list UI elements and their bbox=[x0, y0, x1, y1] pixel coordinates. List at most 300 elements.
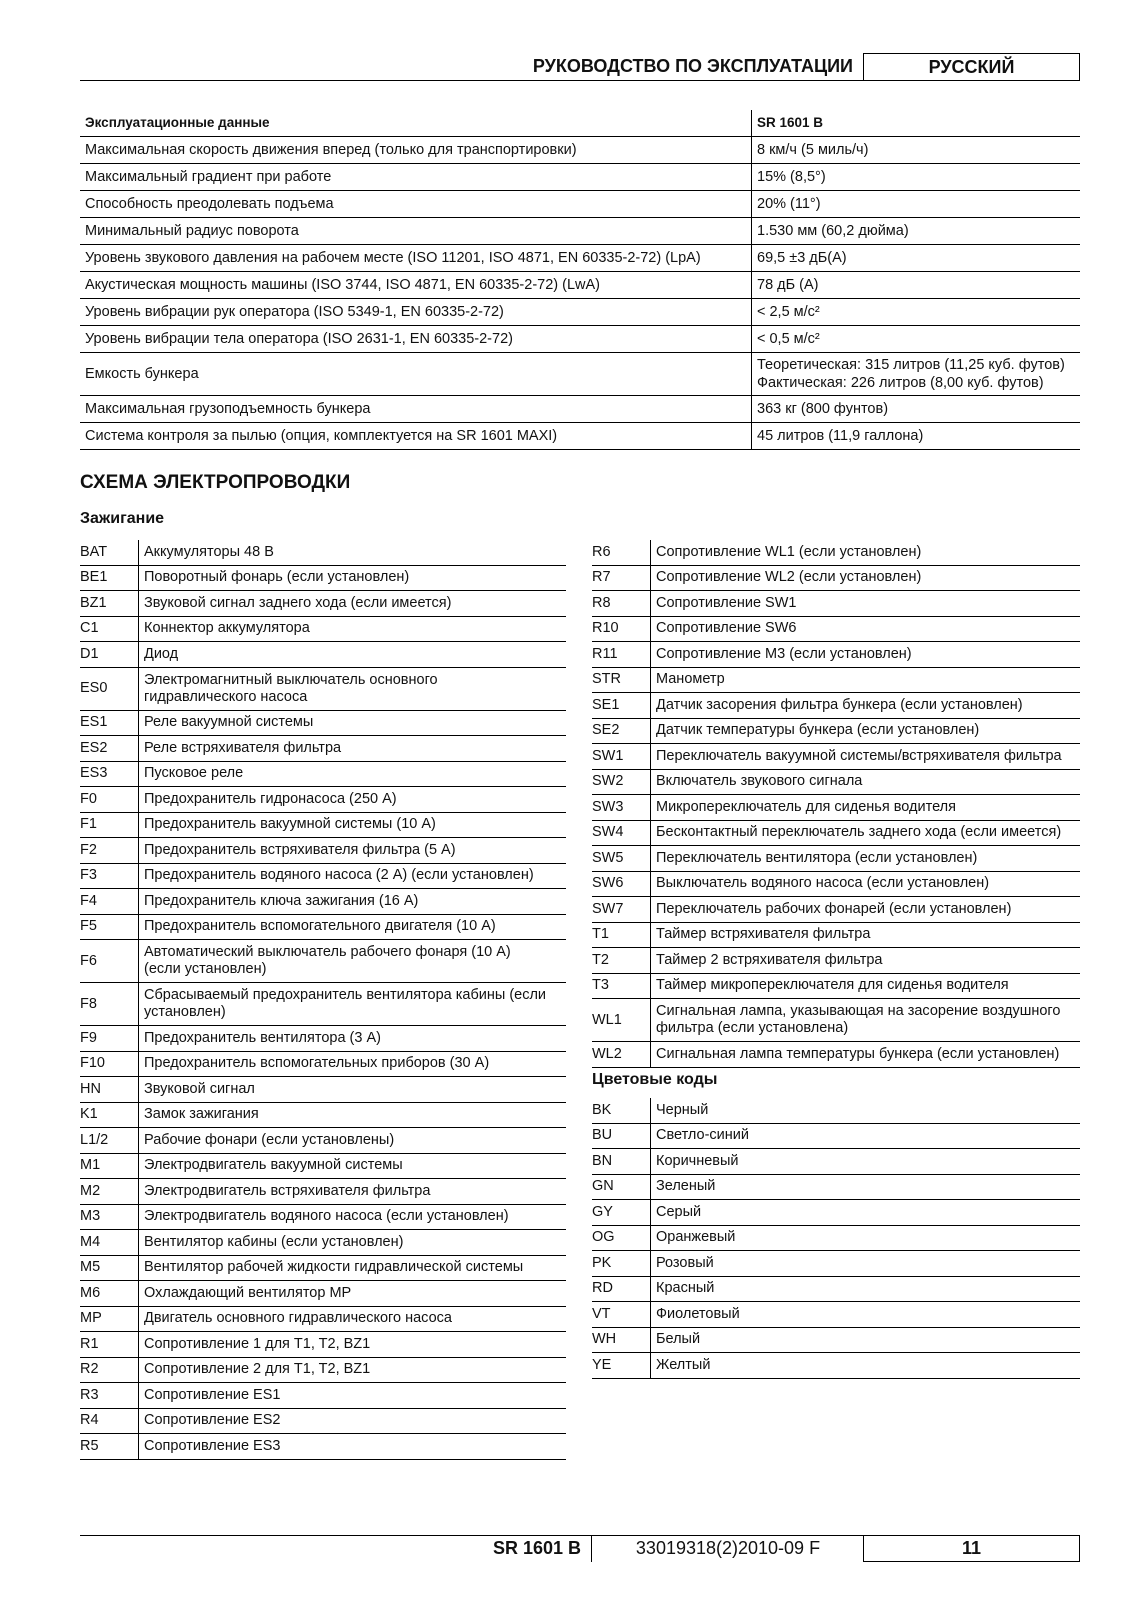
item-description-text: Охлаждающий вентилятор MP bbox=[144, 1284, 352, 1301]
item-code: SW3 bbox=[592, 795, 651, 821]
item-description-text: Рабочие фонари (если установлены) bbox=[144, 1131, 395, 1148]
color-code-row bbox=[592, 1098, 1080, 1123]
item-description bbox=[651, 1098, 1081, 1123]
component-row bbox=[80, 736, 566, 762]
item-code: F10 bbox=[80, 1051, 139, 1077]
component-row bbox=[80, 1204, 566, 1230]
component-row bbox=[592, 999, 1080, 1042]
item-description bbox=[139, 1026, 567, 1052]
component-row bbox=[80, 1306, 566, 1332]
item-description-text: Таймер 2 встряхивателя фильтра bbox=[656, 951, 883, 968]
item-description-text-2: гидравлического насоса bbox=[144, 688, 308, 705]
color-code-row bbox=[592, 1200, 1080, 1226]
item-description-text: Сопротивление ES1 bbox=[144, 1386, 281, 1403]
spec-value bbox=[752, 272, 1081, 299]
item-description bbox=[139, 863, 567, 889]
item-description-text: Зеленый bbox=[656, 1178, 716, 1195]
item-description bbox=[651, 820, 1081, 846]
item-description bbox=[651, 1149, 1081, 1175]
item-description-text: Реле вакуумной системы bbox=[144, 714, 314, 731]
component-row bbox=[80, 940, 566, 983]
item-code: M5 bbox=[80, 1255, 139, 1281]
item-description bbox=[651, 540, 1081, 565]
spec-value-text: 1.530 мм (60,2 дюйма) bbox=[757, 223, 909, 239]
item-code: R6 bbox=[592, 540, 651, 565]
item-code: R5 bbox=[80, 1434, 139, 1460]
item-description-text: Переключатель вакуумной системы/встряхивателя фильтра bbox=[656, 747, 1062, 764]
item-description bbox=[651, 591, 1081, 617]
component-row bbox=[80, 1026, 566, 1052]
spec-value bbox=[752, 423, 1081, 450]
item-description bbox=[651, 667, 1081, 693]
spec-value bbox=[752, 164, 1081, 191]
spec-value-text: < 2,5 м/с² bbox=[757, 304, 820, 320]
item-code: SW7 bbox=[592, 897, 651, 923]
component-row bbox=[592, 795, 1080, 821]
item-description-text: Светло-синий bbox=[656, 1127, 749, 1144]
component-row bbox=[80, 983, 566, 1026]
item-description-text: Предохранитель встряхивателя фильтра (5 А) bbox=[144, 841, 456, 858]
item-code: ES1 bbox=[80, 710, 139, 736]
item-code: HN bbox=[80, 1077, 139, 1103]
item-code: R8 bbox=[592, 591, 651, 617]
item-description-text: Предохранитель вспомогательных приборов (30 А) bbox=[144, 1055, 490, 1072]
spec-label: Минимальный радиус поворота bbox=[80, 218, 752, 245]
spec-label: Уровень вибрации рук оператора (ISO 5349-1, EN 60335-2-72) bbox=[80, 299, 752, 326]
spec-label: Способность преодолевать подъема bbox=[80, 191, 752, 218]
item-description-text: Электродвигатель водяного насоса (если установлен) bbox=[144, 1208, 509, 1225]
item-code: F9 bbox=[80, 1026, 139, 1052]
item-description-text: Датчик температуры бункера (если установлен) bbox=[656, 722, 980, 739]
item-description bbox=[139, 940, 567, 983]
item-description bbox=[139, 1383, 567, 1409]
spec-value-text: Теоретическая: 315 литров (11,25 куб. футов) bbox=[757, 357, 1065, 373]
item-description bbox=[651, 693, 1081, 719]
item-code: R1 bbox=[80, 1332, 139, 1358]
wiring-diagram-title: СХЕМА ЭЛЕКТРОПРОВОДКИ bbox=[80, 472, 351, 493]
item-description-text: Сбрасываемый предохранитель вентилятора кабины (если bbox=[144, 987, 547, 1003]
item-description-text: Предохранитель вентилятора (3 А) bbox=[144, 1029, 381, 1046]
spec-value bbox=[752, 326, 1081, 353]
item-description bbox=[651, 795, 1081, 821]
component-row bbox=[80, 1383, 566, 1409]
component-row bbox=[80, 1332, 566, 1358]
component-row bbox=[592, 591, 1080, 617]
item-description-text: Микропереключатель для сиденья водителя bbox=[656, 798, 956, 815]
item-code: F3 bbox=[80, 863, 139, 889]
item-description-text: Сигнальная лампа, указывающая на засорение воздушного bbox=[656, 1003, 1061, 1019]
item-description-text: Сопротивление SW1 bbox=[656, 594, 797, 611]
item-description bbox=[651, 973, 1081, 999]
item-description bbox=[139, 812, 567, 838]
item-code: STR bbox=[592, 667, 651, 693]
item-description-text: Сопротивление WL1 (если установлен) bbox=[656, 543, 922, 560]
item-description bbox=[651, 846, 1081, 872]
item-description bbox=[651, 565, 1081, 591]
item-description bbox=[139, 838, 567, 864]
item-description bbox=[651, 616, 1081, 642]
item-description bbox=[139, 667, 567, 710]
header-rule bbox=[80, 80, 1080, 81]
item-description-text: Включатель звукового сигнала bbox=[656, 773, 863, 790]
spec-label: Система контроля за пылью (опция, комплектуется на SR 1601 MAXI) bbox=[80, 423, 752, 450]
color-code-row bbox=[592, 1302, 1080, 1328]
item-description bbox=[139, 1434, 567, 1460]
item-description bbox=[139, 565, 567, 591]
item-code: R10 bbox=[592, 616, 651, 642]
item-description bbox=[139, 1204, 567, 1230]
color-code-row bbox=[592, 1251, 1080, 1277]
item-code: D1 bbox=[80, 642, 139, 668]
item-code: BAT bbox=[80, 540, 139, 565]
item-description-text: Предохранитель гидронасоса (250 А) bbox=[144, 790, 397, 807]
item-code: R3 bbox=[80, 1383, 139, 1409]
spec-row bbox=[80, 396, 1080, 423]
item-description-text: Вентилятор кабины (если установлен) bbox=[144, 1233, 404, 1250]
spec-row bbox=[80, 423, 1080, 450]
spec-value-text: 15% (8,5°) bbox=[757, 169, 826, 185]
component-row bbox=[80, 591, 566, 617]
item-code: M6 bbox=[80, 1281, 139, 1307]
item-description bbox=[139, 616, 567, 642]
item-description-text: Желтый bbox=[656, 1356, 711, 1373]
component-row bbox=[80, 787, 566, 813]
item-description-text: Пусковое реле bbox=[144, 765, 244, 782]
item-description bbox=[651, 922, 1081, 948]
item-description-text: Сопротивление ES2 bbox=[144, 1412, 281, 1429]
item-code: F6 bbox=[80, 940, 139, 983]
item-description-text: Сопротивление ES3 bbox=[144, 1437, 281, 1454]
spec-value-text: 69,5 ±3 дБ(A) bbox=[757, 250, 847, 266]
spec-value-text: 78 дБ (A) bbox=[757, 277, 819, 293]
item-description-text: Поворотный фонарь (если установлен) bbox=[144, 569, 410, 586]
item-description bbox=[139, 1408, 567, 1434]
item-description bbox=[651, 1302, 1081, 1328]
color-code-row bbox=[592, 1353, 1080, 1379]
component-row bbox=[80, 1179, 566, 1205]
spec-label: Уровень вибрации тела оператора (ISO 2631-1, EN 60335-2-72) bbox=[80, 326, 752, 353]
component-row bbox=[592, 922, 1080, 948]
item-description bbox=[651, 1174, 1081, 1200]
component-row bbox=[80, 616, 566, 642]
spec-row bbox=[80, 164, 1080, 191]
item-code: K1 bbox=[80, 1102, 139, 1128]
item-code: PK bbox=[592, 1251, 651, 1277]
item-code: BZ1 bbox=[80, 591, 139, 617]
item-description-text: Автоматический выключатель рабочего фонаря (10 А) bbox=[144, 944, 511, 960]
spec-col1-header: Эксплуатационные данные bbox=[80, 110, 752, 137]
spec-value bbox=[752, 353, 1081, 396]
item-code: M2 bbox=[80, 1179, 139, 1205]
item-description bbox=[139, 1306, 567, 1332]
footer-doc-code: 33019318(2)2010-09 F bbox=[635, 1538, 821, 1558]
item-description-text: Таймер встряхивателя фильтра bbox=[656, 926, 871, 943]
item-code: SE1 bbox=[592, 693, 651, 719]
component-row bbox=[80, 1051, 566, 1077]
component-row bbox=[80, 1128, 566, 1154]
color-code-row bbox=[592, 1327, 1080, 1353]
spec-label: Акустическая мощность машины (ISO 3744, ISO 4871, EN 60335-2-72) (LwA) bbox=[80, 272, 752, 299]
item-description bbox=[139, 1077, 567, 1103]
spec-value-text: 8 км/ч (5 миль/ч) bbox=[757, 142, 869, 158]
item-code: R2 bbox=[80, 1357, 139, 1383]
item-description bbox=[139, 889, 567, 915]
item-description bbox=[651, 744, 1081, 770]
component-row bbox=[80, 1153, 566, 1179]
manual-title: РУКОВОДСТВО ПО ЭКСПЛУАТАЦИИ bbox=[532, 56, 853, 76]
spec-value-text: 363 кг (800 фунтов) bbox=[757, 401, 889, 417]
item-code: WL1 bbox=[592, 999, 651, 1042]
component-row bbox=[80, 1281, 566, 1307]
item-description bbox=[139, 1051, 567, 1077]
item-code: ES0 bbox=[80, 667, 139, 710]
spec-row bbox=[80, 218, 1080, 245]
component-row bbox=[592, 871, 1080, 897]
spec-table bbox=[80, 110, 1080, 450]
component-row bbox=[592, 667, 1080, 693]
component-row bbox=[80, 540, 566, 565]
item-description-text-2: фильтра (если установлена) bbox=[656, 1020, 849, 1036]
component-row bbox=[80, 1255, 566, 1281]
component-row bbox=[592, 846, 1080, 872]
item-description bbox=[139, 914, 567, 940]
component-row bbox=[592, 948, 1080, 974]
item-description-text: Предохранитель вспомогательного двигателя (10 А) bbox=[144, 918, 496, 935]
item-code: RD bbox=[592, 1276, 651, 1302]
item-code: F5 bbox=[80, 914, 139, 940]
item-description-text: Белый bbox=[656, 1331, 701, 1348]
item-code: T2 bbox=[592, 948, 651, 974]
component-row bbox=[80, 838, 566, 864]
item-description-text: Сопротивление WL2 (если установлен) bbox=[656, 569, 922, 586]
item-description bbox=[139, 1357, 567, 1383]
item-description bbox=[139, 1255, 567, 1281]
item-code: F0 bbox=[80, 787, 139, 813]
item-code: WH bbox=[592, 1327, 651, 1353]
color-code-row bbox=[592, 1225, 1080, 1251]
item-description bbox=[651, 1353, 1081, 1379]
item-description-text: Электродвигатель вакуумной системы bbox=[144, 1157, 403, 1174]
component-row bbox=[80, 889, 566, 915]
spec-row bbox=[80, 326, 1080, 353]
component-row bbox=[80, 565, 566, 591]
item-code: SW5 bbox=[592, 846, 651, 872]
component-row bbox=[80, 1077, 566, 1103]
component-row bbox=[80, 667, 566, 710]
item-code: SW6 bbox=[592, 871, 651, 897]
item-description bbox=[651, 769, 1081, 795]
item-description-text: Сопротивление 2 для T1, T2, BZ1 bbox=[144, 1361, 371, 1378]
item-code: SW2 bbox=[592, 769, 651, 795]
item-description-text: Реле встряхивателя фильтра bbox=[144, 739, 342, 756]
footer-model: SR 1601 B bbox=[480, 1535, 592, 1562]
component-row bbox=[80, 761, 566, 787]
spec-label: Максимальная грузоподъемность бункера bbox=[80, 396, 752, 423]
item-code: SW1 bbox=[592, 744, 651, 770]
item-code: OG bbox=[592, 1225, 651, 1251]
item-description-text: Черный bbox=[656, 1101, 709, 1118]
item-code: R11 bbox=[592, 642, 651, 668]
item-description bbox=[651, 1123, 1081, 1149]
item-code: T3 bbox=[592, 973, 651, 999]
item-code: R4 bbox=[80, 1408, 139, 1434]
wiring-list-left bbox=[80, 540, 566, 1460]
item-description bbox=[651, 1276, 1081, 1302]
item-description-text: Предохранитель вакуумной системы (10 А) bbox=[144, 816, 436, 833]
color-code-row bbox=[592, 1276, 1080, 1302]
spec-row bbox=[80, 353, 1080, 396]
item-code: SE2 bbox=[592, 718, 651, 744]
color-codes-title: Цветовые коды bbox=[592, 1071, 718, 1088]
spec-value-text: 45 литров (11,9 галлона) bbox=[757, 428, 924, 444]
item-description-text: Коннектор аккумулятора bbox=[144, 620, 310, 637]
item-description bbox=[139, 1332, 567, 1358]
item-code: GN bbox=[592, 1174, 651, 1200]
item-description-text: Предохранитель ключа зажигания (16 А) bbox=[144, 892, 419, 909]
item-description bbox=[651, 948, 1081, 974]
item-code: T1 bbox=[592, 922, 651, 948]
spec-value-text: < 0,5 м/с² bbox=[757, 331, 820, 347]
item-code: GY bbox=[592, 1200, 651, 1226]
item-code: VT bbox=[592, 1302, 651, 1328]
ignition-title: Зажигание bbox=[80, 510, 165, 527]
component-row bbox=[592, 693, 1080, 719]
item-code: BN bbox=[592, 1149, 651, 1175]
item-description-text-2: (если установлен) bbox=[144, 961, 267, 977]
component-row bbox=[80, 642, 566, 668]
item-description bbox=[139, 591, 567, 617]
item-description-text: Сопротивление M3 (если установлен) bbox=[656, 645, 912, 662]
item-description bbox=[651, 999, 1081, 1042]
component-row bbox=[592, 616, 1080, 642]
item-code: M1 bbox=[80, 1153, 139, 1179]
spec-label: Максимальная скорость движения вперед (только для транспортировки) bbox=[80, 137, 752, 164]
spec-row bbox=[80, 299, 1080, 326]
spec-value-text-2: Фактическая: 226 литров (8,00 куб. футов) bbox=[757, 375, 1044, 391]
item-description-text: Звуковой сигнал bbox=[144, 1080, 255, 1097]
component-row bbox=[592, 897, 1080, 923]
item-description bbox=[651, 718, 1081, 744]
item-description-text: Переключатель вентилятора (если установлен) bbox=[656, 849, 978, 866]
item-code: C1 bbox=[80, 616, 139, 642]
item-description-text: Звуковой сигнал заднего хода (если имеется) bbox=[144, 594, 452, 611]
spec-value bbox=[752, 218, 1081, 245]
item-description bbox=[139, 787, 567, 813]
item-description-text: Коричневый bbox=[656, 1152, 739, 1169]
spec-value bbox=[752, 191, 1081, 218]
item-code: R7 bbox=[592, 565, 651, 591]
item-description-text: Диод bbox=[144, 645, 179, 662]
item-code: WL2 bbox=[592, 1042, 651, 1068]
component-row bbox=[80, 812, 566, 838]
item-description bbox=[651, 1200, 1081, 1226]
item-description-text: Замок зажигания bbox=[144, 1106, 259, 1123]
language-label: РУССКИЙ bbox=[863, 53, 1080, 80]
item-description-text: Манометр bbox=[656, 671, 725, 688]
spec-value bbox=[752, 245, 1081, 272]
item-description-text: Сопротивление 1 для T1, T2, BZ1 bbox=[144, 1335, 371, 1352]
spec-row bbox=[80, 245, 1080, 272]
color-code-row bbox=[592, 1174, 1080, 1200]
component-row bbox=[592, 973, 1080, 999]
item-description bbox=[651, 642, 1081, 668]
component-row bbox=[80, 914, 566, 940]
item-code: BK bbox=[592, 1098, 651, 1123]
spec-value bbox=[752, 299, 1081, 326]
item-code: M3 bbox=[80, 1204, 139, 1230]
component-row bbox=[80, 1434, 566, 1460]
component-row bbox=[592, 744, 1080, 770]
item-description-text: Переключатель рабочих фонарей (если установлен) bbox=[656, 900, 1012, 917]
item-code: F8 bbox=[80, 983, 139, 1026]
item-code: YE bbox=[592, 1353, 651, 1379]
component-row bbox=[80, 1408, 566, 1434]
item-code: F4 bbox=[80, 889, 139, 915]
item-code: M4 bbox=[80, 1230, 139, 1256]
spec-row bbox=[80, 191, 1080, 218]
item-description bbox=[139, 1179, 567, 1205]
color-code-row bbox=[592, 1123, 1080, 1149]
item-description bbox=[139, 983, 567, 1026]
component-row bbox=[592, 565, 1080, 591]
spec-value bbox=[752, 137, 1081, 164]
item-code: MP bbox=[80, 1306, 139, 1332]
item-code: L1/2 bbox=[80, 1128, 139, 1154]
item-description-text: Аккумуляторы 48 В bbox=[144, 543, 274, 560]
component-row bbox=[80, 710, 566, 736]
item-description-text: Выключатель водяного насоса (если установлен) bbox=[656, 875, 990, 892]
item-code: ES3 bbox=[80, 761, 139, 787]
item-description-text: Предохранитель водяного насоса (2 А) (если установлен) bbox=[144, 867, 534, 884]
item-description bbox=[139, 642, 567, 668]
item-description-text: Красный bbox=[656, 1280, 715, 1297]
item-description bbox=[139, 761, 567, 787]
component-row bbox=[592, 540, 1080, 565]
color-code-row bbox=[592, 1149, 1080, 1175]
component-row bbox=[592, 1042, 1080, 1068]
item-description-text-2: установлен) bbox=[144, 1004, 226, 1020]
spec-col2-header: SR 1601 B bbox=[752, 110, 1081, 137]
item-description bbox=[139, 736, 567, 762]
spec-value bbox=[752, 396, 1081, 423]
item-description bbox=[139, 1230, 567, 1256]
item-description bbox=[651, 871, 1081, 897]
item-description-text: Двигатель основного гидравлического насоса bbox=[144, 1310, 452, 1327]
color-codes-list bbox=[592, 1098, 1080, 1379]
component-row bbox=[592, 769, 1080, 795]
item-description bbox=[651, 1042, 1081, 1068]
item-description bbox=[139, 1102, 567, 1128]
item-description bbox=[139, 1153, 567, 1179]
item-description bbox=[651, 1251, 1081, 1277]
component-row bbox=[80, 1102, 566, 1128]
spec-value-text: 20% (11°) bbox=[757, 196, 821, 212]
item-description-text: Датчик засорения фильтра бункера (если установлен) bbox=[656, 696, 1023, 713]
item-description-text: Сопротивление SW6 bbox=[656, 620, 797, 637]
item-description bbox=[139, 710, 567, 736]
item-description bbox=[139, 1128, 567, 1154]
item-code: SW4 bbox=[592, 820, 651, 846]
component-row bbox=[592, 642, 1080, 668]
item-code: F2 bbox=[80, 838, 139, 864]
item-description-text: Электромагнитный выключатель основного bbox=[144, 671, 438, 688]
item-description-text: Фиолетовый bbox=[656, 1305, 740, 1322]
component-row bbox=[80, 1230, 566, 1256]
spec-row bbox=[80, 272, 1080, 299]
item-description bbox=[651, 897, 1081, 923]
item-description bbox=[651, 1225, 1081, 1251]
item-description-text: Бесконтактный переключатель заднего хода (если имеется) bbox=[656, 824, 1062, 841]
